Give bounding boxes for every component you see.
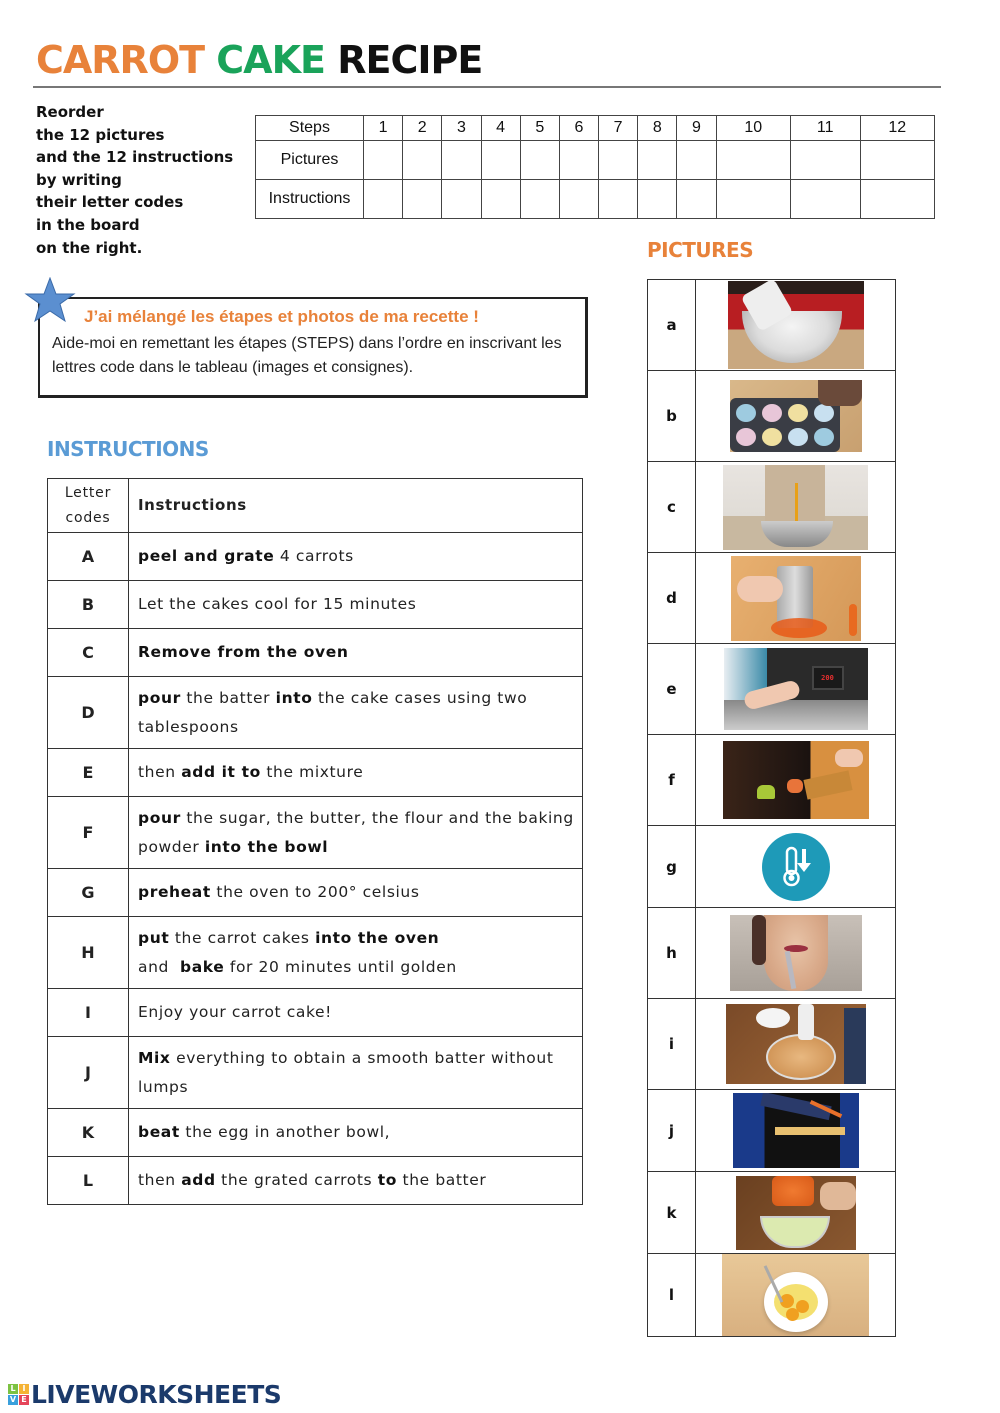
answer-cell[interactable]: [481, 141, 520, 180]
picture-letter: l: [648, 1254, 696, 1337]
instruction-row: [48, 869, 583, 917]
reorder-line: by writing: [36, 170, 122, 189]
instruction-row: [48, 797, 583, 869]
instruction-row: [48, 989, 583, 1037]
answer-cell[interactable]: [364, 180, 403, 219]
letter-code: E: [48, 749, 129, 797]
letter-code: D: [48, 677, 129, 749]
liveworksheets-logo: [8, 1381, 281, 1407]
pictures-table: [647, 279, 896, 1337]
answer-cell[interactable]: [677, 141, 716, 180]
picture-letter: e: [648, 644, 696, 735]
instruction-row: [48, 581, 583, 629]
answer-cell[interactable]: [638, 141, 677, 180]
answer-cell[interactable]: [716, 180, 790, 219]
picture-row: [648, 1172, 896, 1254]
answer-cell[interactable]: [403, 180, 442, 219]
picture-row: [648, 371, 896, 462]
step-number: 8: [638, 116, 677, 141]
steps-header-row: [256, 116, 935, 141]
recipe-photo: [731, 556, 861, 641]
answer-cell[interactable]: [403, 141, 442, 180]
note-box: [38, 297, 588, 398]
picture-cell: [696, 462, 896, 553]
picture-row: [648, 999, 896, 1090]
instruction-text: peel and grate 4 carrots: [129, 533, 583, 581]
picture-letter: j: [648, 1090, 696, 1172]
answer-cell[interactable]: [520, 141, 559, 180]
instruction-row: [48, 749, 583, 797]
answer-cell[interactable]: [520, 180, 559, 219]
picture-letter: h: [648, 908, 696, 999]
picture-row: [648, 280, 896, 371]
step-number: 5: [520, 116, 559, 141]
letter-code: B: [48, 581, 129, 629]
reorder-line: on the right.: [36, 238, 143, 257]
instruction-row: [48, 1157, 583, 1205]
step-number: 12: [860, 116, 934, 141]
recipe-photo: [723, 741, 869, 819]
letter-codes-header: Letter codes: [48, 479, 129, 533]
instruction-row: [48, 677, 583, 749]
recipe-photo: [730, 915, 862, 991]
picture-row: [648, 735, 896, 826]
picture-row: [648, 462, 896, 553]
step-number: 2: [403, 116, 442, 141]
picture-cell: [696, 371, 896, 462]
answer-cell[interactable]: [790, 141, 860, 180]
answer-cell[interactable]: [442, 141, 481, 180]
instructions-table: [47, 478, 583, 1205]
answer-cell[interactable]: [599, 180, 638, 219]
step-number: 4: [481, 116, 520, 141]
steps-row-instructions: [256, 180, 935, 219]
picture-cell: [696, 999, 896, 1090]
instruction-text: then add it to the mixture: [129, 749, 583, 797]
answer-cell[interactable]: [790, 180, 860, 219]
instruction-row: [48, 629, 583, 677]
step-number: 10: [716, 116, 790, 141]
steps-answer-table: [255, 115, 935, 219]
instructions-header: Instructions: [129, 479, 583, 533]
reorder-line: in the board: [36, 215, 140, 234]
answer-cell[interactable]: [599, 141, 638, 180]
reorder-line: and the 12 instructions: [36, 148, 234, 167]
steps-row-pictures: [256, 141, 935, 180]
instruction-text: preheat the oven to 200° celsius: [129, 869, 583, 917]
instructions-section-title: INSTRUCTIONS: [47, 437, 209, 461]
instruction-row: [48, 1109, 583, 1157]
instruction-text: beat the egg in another bowl,: [129, 1109, 583, 1157]
letter-code: J: [48, 1037, 129, 1109]
picture-cell: [696, 644, 896, 735]
picture-letter: a: [648, 280, 696, 371]
pictures-section-title: PICTURES: [647, 238, 754, 262]
letter-code: H: [48, 917, 129, 989]
instruction-row: [48, 1037, 583, 1109]
answer-cell[interactable]: [559, 141, 598, 180]
recipe-photo: [723, 465, 868, 550]
recipe-photo: 200: [724, 648, 868, 730]
letter-code: K: [48, 1109, 129, 1157]
recipe-photo: [722, 1254, 869, 1336]
picture-row: [648, 553, 896, 644]
reorder-line: Reorder: [36, 103, 104, 121]
answer-cell[interactable]: [364, 141, 403, 180]
step-number: 3: [442, 116, 481, 141]
recipe-photo: [728, 281, 864, 369]
step-number: 11: [790, 116, 860, 141]
letter-code: L: [48, 1157, 129, 1205]
letter-code: A: [48, 533, 129, 581]
thermometer-icon: [761, 832, 831, 902]
page-title: [36, 38, 482, 82]
picture-cell: [696, 826, 896, 908]
letter-code: G: [48, 869, 129, 917]
title-cake: CAKE: [216, 38, 325, 82]
recipe-photo: [726, 1004, 866, 1084]
instruction-row: [48, 917, 583, 989]
title-divider: [33, 86, 941, 88]
picture-cell: [696, 1172, 896, 1254]
picture-cell: [696, 553, 896, 644]
answer-cell[interactable]: [860, 141, 934, 180]
title-recipe: RECIPE: [337, 38, 483, 82]
letter-code: I: [48, 989, 129, 1037]
picture-letter: i: [648, 999, 696, 1090]
answer-cell[interactable]: [638, 180, 677, 219]
instruction-text: Remove from the oven: [129, 629, 583, 677]
instruction-text: Enjoy your carrot cake!: [129, 989, 583, 1037]
picture-cell: [696, 280, 896, 371]
picture-letter: d: [648, 553, 696, 644]
letter-code: F: [48, 797, 129, 869]
instruction-text: pour the sugar, the butter, the flour and the baking powder into the bowl: [129, 797, 583, 869]
step-number: 7: [599, 116, 638, 141]
logo-grid-icon: L I V E: [8, 1384, 29, 1405]
star-icon: [24, 277, 76, 323]
recipe-photo: [736, 1176, 856, 1250]
note-body: Aide-moi en remettant les étapes (STEPS) dans l’ordre en inscrivant les lettres code dans le tableau (images et consignes).: [52, 335, 562, 376]
step-number: 9: [677, 116, 716, 141]
steps-header-label: Steps: [256, 116, 364, 141]
reorder-line: the 12 pictures: [36, 125, 165, 144]
logo-text: LIVEWORKSHEETS: [31, 1379, 282, 1409]
instruction-text: pour the batter into the cake cases using two tablespoons: [129, 677, 583, 749]
picture-cell: [696, 1254, 896, 1337]
picture-row: [648, 908, 896, 999]
answer-cell[interactable]: [559, 180, 598, 219]
picture-letter: b: [648, 371, 696, 462]
picture-row: [648, 1090, 896, 1172]
instruction-text: Let the cakes cool for 15 minutes: [129, 581, 583, 629]
instruction-text: then add the grated carrots to the batter: [129, 1157, 583, 1205]
picture-row: [648, 644, 896, 735]
picture-cell: [696, 908, 896, 999]
row-label: Pictures: [256, 141, 364, 180]
picture-cell: [696, 1090, 896, 1172]
answer-cell[interactable]: [442, 180, 481, 219]
picture-letter: c: [648, 462, 696, 553]
title-carrot: CARROT: [36, 38, 205, 82]
picture-letter: g: [648, 826, 696, 908]
reorder-instructions: [36, 101, 233, 259]
answer-cell[interactable]: [716, 141, 790, 180]
picture-letter: k: [648, 1172, 696, 1254]
instruction-text: put the carrot cakes into the oven and bake for 20 minutes until golden: [129, 917, 583, 989]
instruction-text: Mix everything to obtain a smooth batter without lumps: [129, 1037, 583, 1109]
instruction-row: [48, 533, 583, 581]
step-number: 6: [559, 116, 598, 141]
picture-cell: [696, 735, 896, 826]
recipe-photo: [730, 380, 862, 452]
reorder-line: their letter codes: [36, 193, 184, 212]
note-heading: J’ai mélangé les étapes et photos de ma recette !: [84, 307, 479, 326]
instructions-header-row: [48, 479, 583, 533]
letter-code: C: [48, 629, 129, 677]
picture-row: [648, 826, 896, 908]
picture-letter: f: [648, 735, 696, 826]
recipe-photo: [733, 1093, 859, 1168]
row-label: Instructions: [256, 180, 364, 219]
picture-row: [648, 1254, 896, 1337]
step-number: 1: [364, 116, 403, 141]
answer-cell[interactable]: [677, 180, 716, 219]
answer-cell[interactable]: [481, 180, 520, 219]
answer-cell[interactable]: [860, 180, 934, 219]
